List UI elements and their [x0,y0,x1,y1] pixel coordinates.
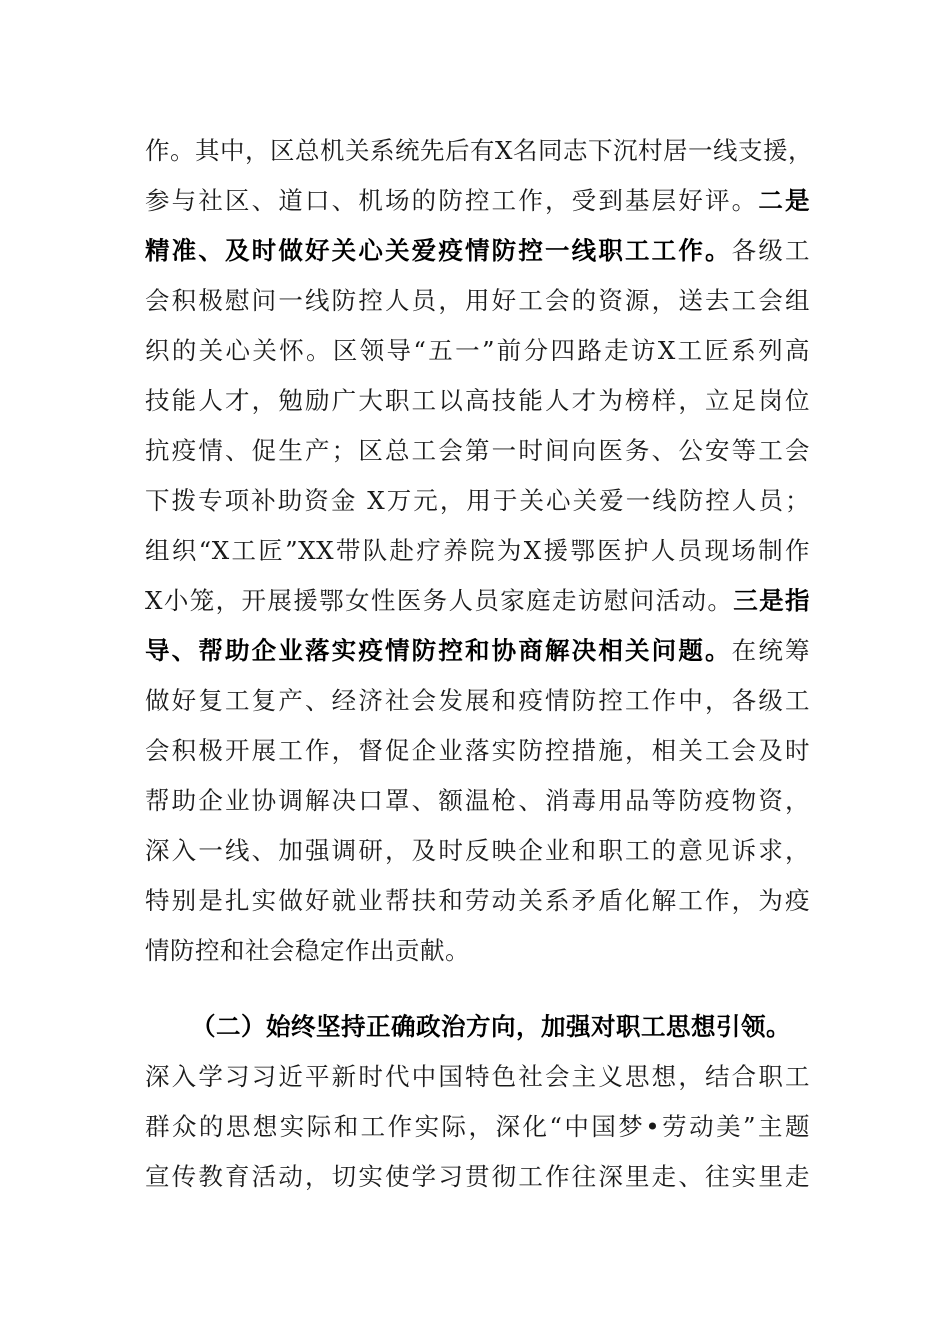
text-line [145,626,810,676]
bold-lead: 精准、及时做好关心关爱疫情防控一线职工工作。 [145,236,732,265]
heading-text: （二）始终坚持正确政治方向，加强对职工思想引领。 [191,1012,791,1041]
text-line [145,126,813,176]
text-line [145,1152,810,1202]
text-span: 会积极慰问一线防控人员，用好工会的资源，送去工会组 [145,286,810,315]
text-span: 群众的思想实际和工作实际，深化“中国梦•劳动美”主题 [145,1112,810,1141]
text-span: 抗疫情、促生产；区总工会第一时间向医务、公安等工会 [145,436,810,465]
text-line [145,526,810,576]
text-line [145,476,810,526]
text-span: 会积极开展工作，督促企业落实防控措施，相关工会及时 [145,736,810,765]
text-span: 深入学习习近平新时代中国特色社会主义思想，结合职工 [145,1062,810,1091]
text-line [145,676,810,726]
text-span: X小笼，开展援鄂女性医务人员家庭走访慰问活动。 [145,586,734,615]
section-heading [145,1002,810,1052]
text-line [145,876,810,926]
text-line [145,826,810,876]
text-span: 在统筹 [731,636,811,665]
text-span: 技能人才，勉励广大职工以高技能人才为榜样，立足岗位 [145,386,810,415]
text-span: 情防控和社会稳定作出贡献。 [145,936,470,965]
text-span: 宣传教育活动，切实使学习贯彻工作往深里走、往实里走 [145,1162,810,1191]
text-span: 织的关心关怀。区领导“五一”前分四路走访X工匠系列高 [145,336,810,365]
text-span: 下拨专项补助资金 X万元，用于关心关爱一线防控人员； [145,486,810,515]
bold-lead: 二是 [758,186,811,215]
text-span: 深入一线、加强调研，及时反映企业和职工的意见诉求， [145,836,810,865]
text-span: 作。其中，区总机关系统先后有X名同志下沉村居一线支援， [145,136,813,165]
text-span: 各级工 [731,236,811,265]
text-line [145,926,810,976]
text-line [145,776,810,826]
document-body [145,126,813,1202]
text-line [145,276,810,326]
text-span: 特别是扎实做好就业帮扶和劳动关系矛盾化解工作，为疫 [145,886,810,915]
text-line [145,226,810,276]
text-line [145,176,810,226]
text-line [145,376,810,426]
text-line [145,1102,810,1152]
text-line [145,576,810,626]
text-span: 参与社区、道口、机场的防控工作，受到基层好评。 [145,186,759,215]
bold-lead: 导、帮助企业落实疫情防控和协商解决相关问题。 [145,636,732,665]
text-line [145,326,810,376]
text-line [145,426,810,476]
text-line [145,726,810,776]
text-line [145,1052,810,1102]
text-span: 帮助企业协调解决口罩、额温枪、消毒用品等防疫物资， [145,786,810,815]
text-span: 组织“X工匠”XX带队赴疗养院为X援鄂医护人员现场制作 [145,536,810,565]
text-span: 做好复工复产、经济社会发展和疫情防控工作中，各级工 [145,686,810,715]
paragraph-gap [145,976,810,1002]
bold-lead: 三是指 [733,586,810,615]
